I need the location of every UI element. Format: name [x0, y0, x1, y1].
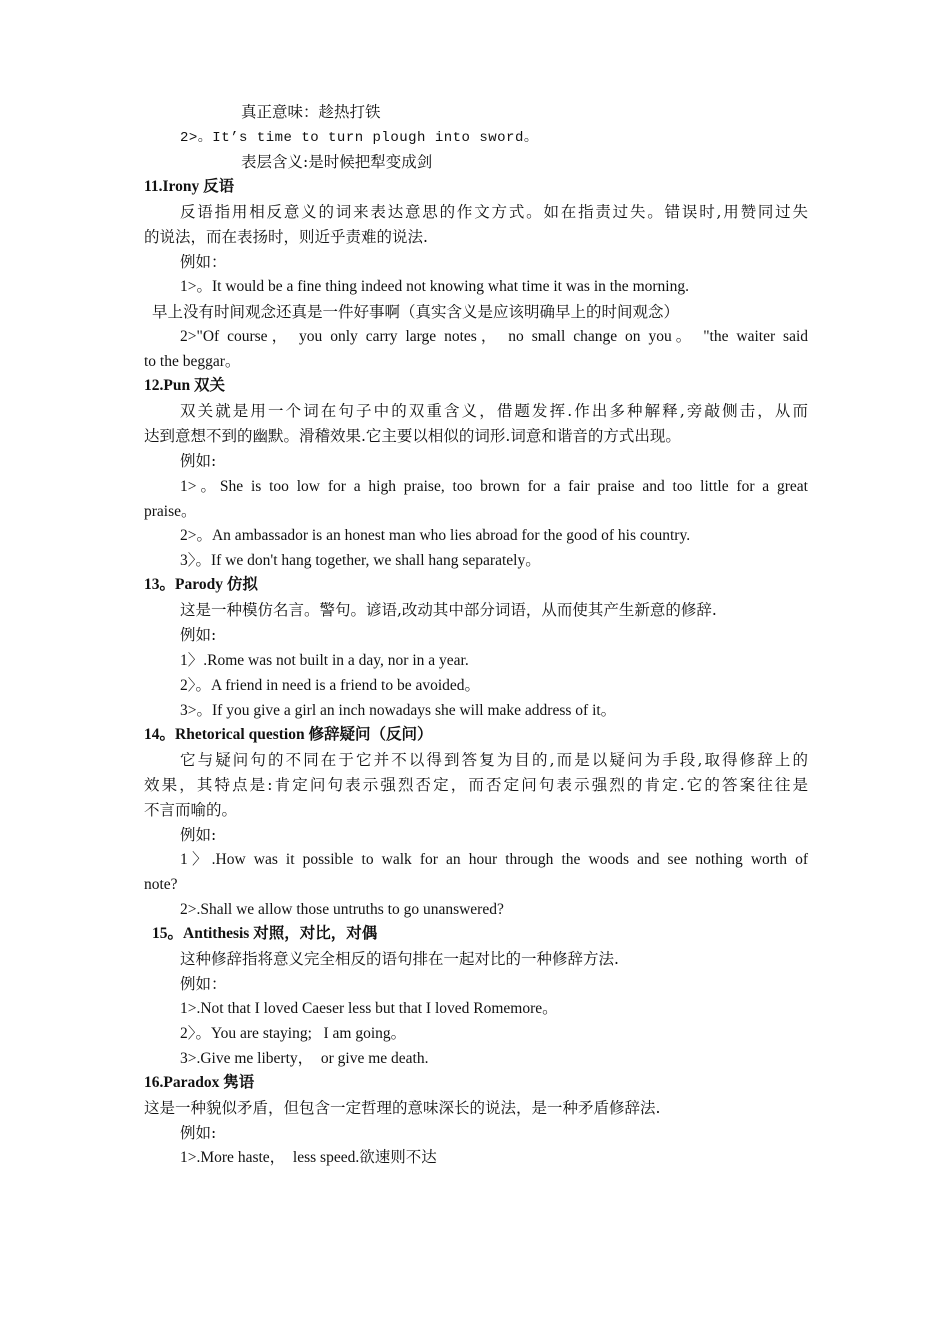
example-line: 2>。An ambassador is an honest man who lies abroad for the good of his country.: [180, 527, 691, 544]
paragraph-line: 的说法，而在表扬时，则近乎责难的说法.: [144, 228, 428, 246]
example-line: 2〉。A friend in need is a friend to be avoided。: [180, 677, 481, 694]
paragraph-line: 效果，其特点是:肯定问句表示强烈否定，而否定问句表示强烈的肯定.它的答案往往是: [144, 776, 808, 794]
section-heading-irony: 11.Irony 反语: [144, 178, 235, 195]
example-line: 2>"Of course， you only carry large notes， no small change on you。 "the waiter said: [180, 328, 808, 345]
example-line: praise。: [144, 503, 197, 520]
example-line: 1>。She is too low for a high praise, too brown for a fair praise and too little for a great: [180, 478, 808, 495]
example-line: 1>.More haste， less speed.欲速则不达: [180, 1149, 437, 1166]
paragraph-line: 反语指用相反意义的词来表达意思的作文方式。如在指责过失。错误时,用赞同过失: [180, 203, 808, 221]
example-translation: 早上没有时间观念还真是一件好事啊（真实含义是应该明确早上的时间观念）: [152, 303, 680, 321]
example-label: 例如:: [180, 626, 217, 644]
example-label: 例如:: [180, 1124, 217, 1142]
section-heading-rhetorical-question: 14。Rhetorical question 修辞疑问（反问）: [144, 726, 433, 743]
text-line: 表层含义:是时候把犁变成剑: [241, 153, 433, 171]
example-line: 1〉.How was it possible to walk for an hour through the woods and see nothing worth of: [180, 851, 808, 868]
example-line: 1>。It would be a fine thing indeed not knowing what time it was in the morning.: [180, 278, 689, 295]
example-line: 1〉.Rome was not built in a day, nor in a year.: [180, 652, 469, 669]
paragraph-line: 不言而喻的。: [144, 801, 238, 819]
example-line: 3〉。If we don't hang together, we shall hang separately。: [180, 552, 541, 569]
paragraph-line: 它与疑问句的不同在于它并不以得到答复为目的,而是以疑问为手段,取得修辞上的: [180, 751, 808, 769]
paragraph-line: 这是一种模仿名言。警句。谚语,改动其中部分词语，从而使其产生新意的修辞.: [180, 601, 717, 619]
paragraph-line: 双关就是用一个词在句子中的双重含义，借题发挥.作出多种解释,旁敲侧击，从而: [180, 402, 808, 420]
example-line: 2〉。You are staying; I am going。: [180, 1025, 407, 1042]
section-heading-pun: 12.Pun 双关: [144, 377, 225, 394]
example-label: 例如：: [180, 253, 227, 271]
paragraph-line: 这是一种貌似矛盾，但包含一定哲理的意味深长的说法，是一种矛盾修辞法.: [144, 1099, 661, 1117]
example-line: 2>.Shall we allow those untruths to go unanswered?: [180, 901, 504, 918]
paragraph-line: 这种修辞指将意义完全相反的语句排在一起对比的一种修辞方法.: [180, 950, 619, 968]
example-label: 例如:: [180, 452, 217, 470]
section-heading-parody: 13。Parody 仿拟: [144, 576, 258, 593]
example-line: 3>。If you give a girl an inch nowadays she will make address of it。: [180, 702, 617, 719]
example-line: note?: [144, 876, 178, 893]
text-line: 真正意味：趁热打铁: [241, 103, 381, 121]
example-label: 例如：: [180, 975, 227, 993]
text-line: 2>。It’s time to turn plough into sword。: [180, 130, 539, 146]
example-line: 1>.Not that I loved Caeser less but that I loved Romemore。: [180, 1000, 558, 1017]
example-label: 例如:: [180, 826, 217, 844]
section-heading-paradox: 16.Paradox 隽语: [144, 1074, 255, 1091]
example-line: to the beggar。: [144, 353, 241, 370]
example-line: 3>.Give me liberty， or give me death.: [180, 1050, 429, 1067]
section-heading-antithesis: 15。Antithesis 对照，对比，对偶: [152, 925, 378, 942]
paragraph-line: 达到意想不到的幽默。滑稽效果.它主要以相似的词形.词意和谐音的方式出现。: [144, 427, 681, 445]
